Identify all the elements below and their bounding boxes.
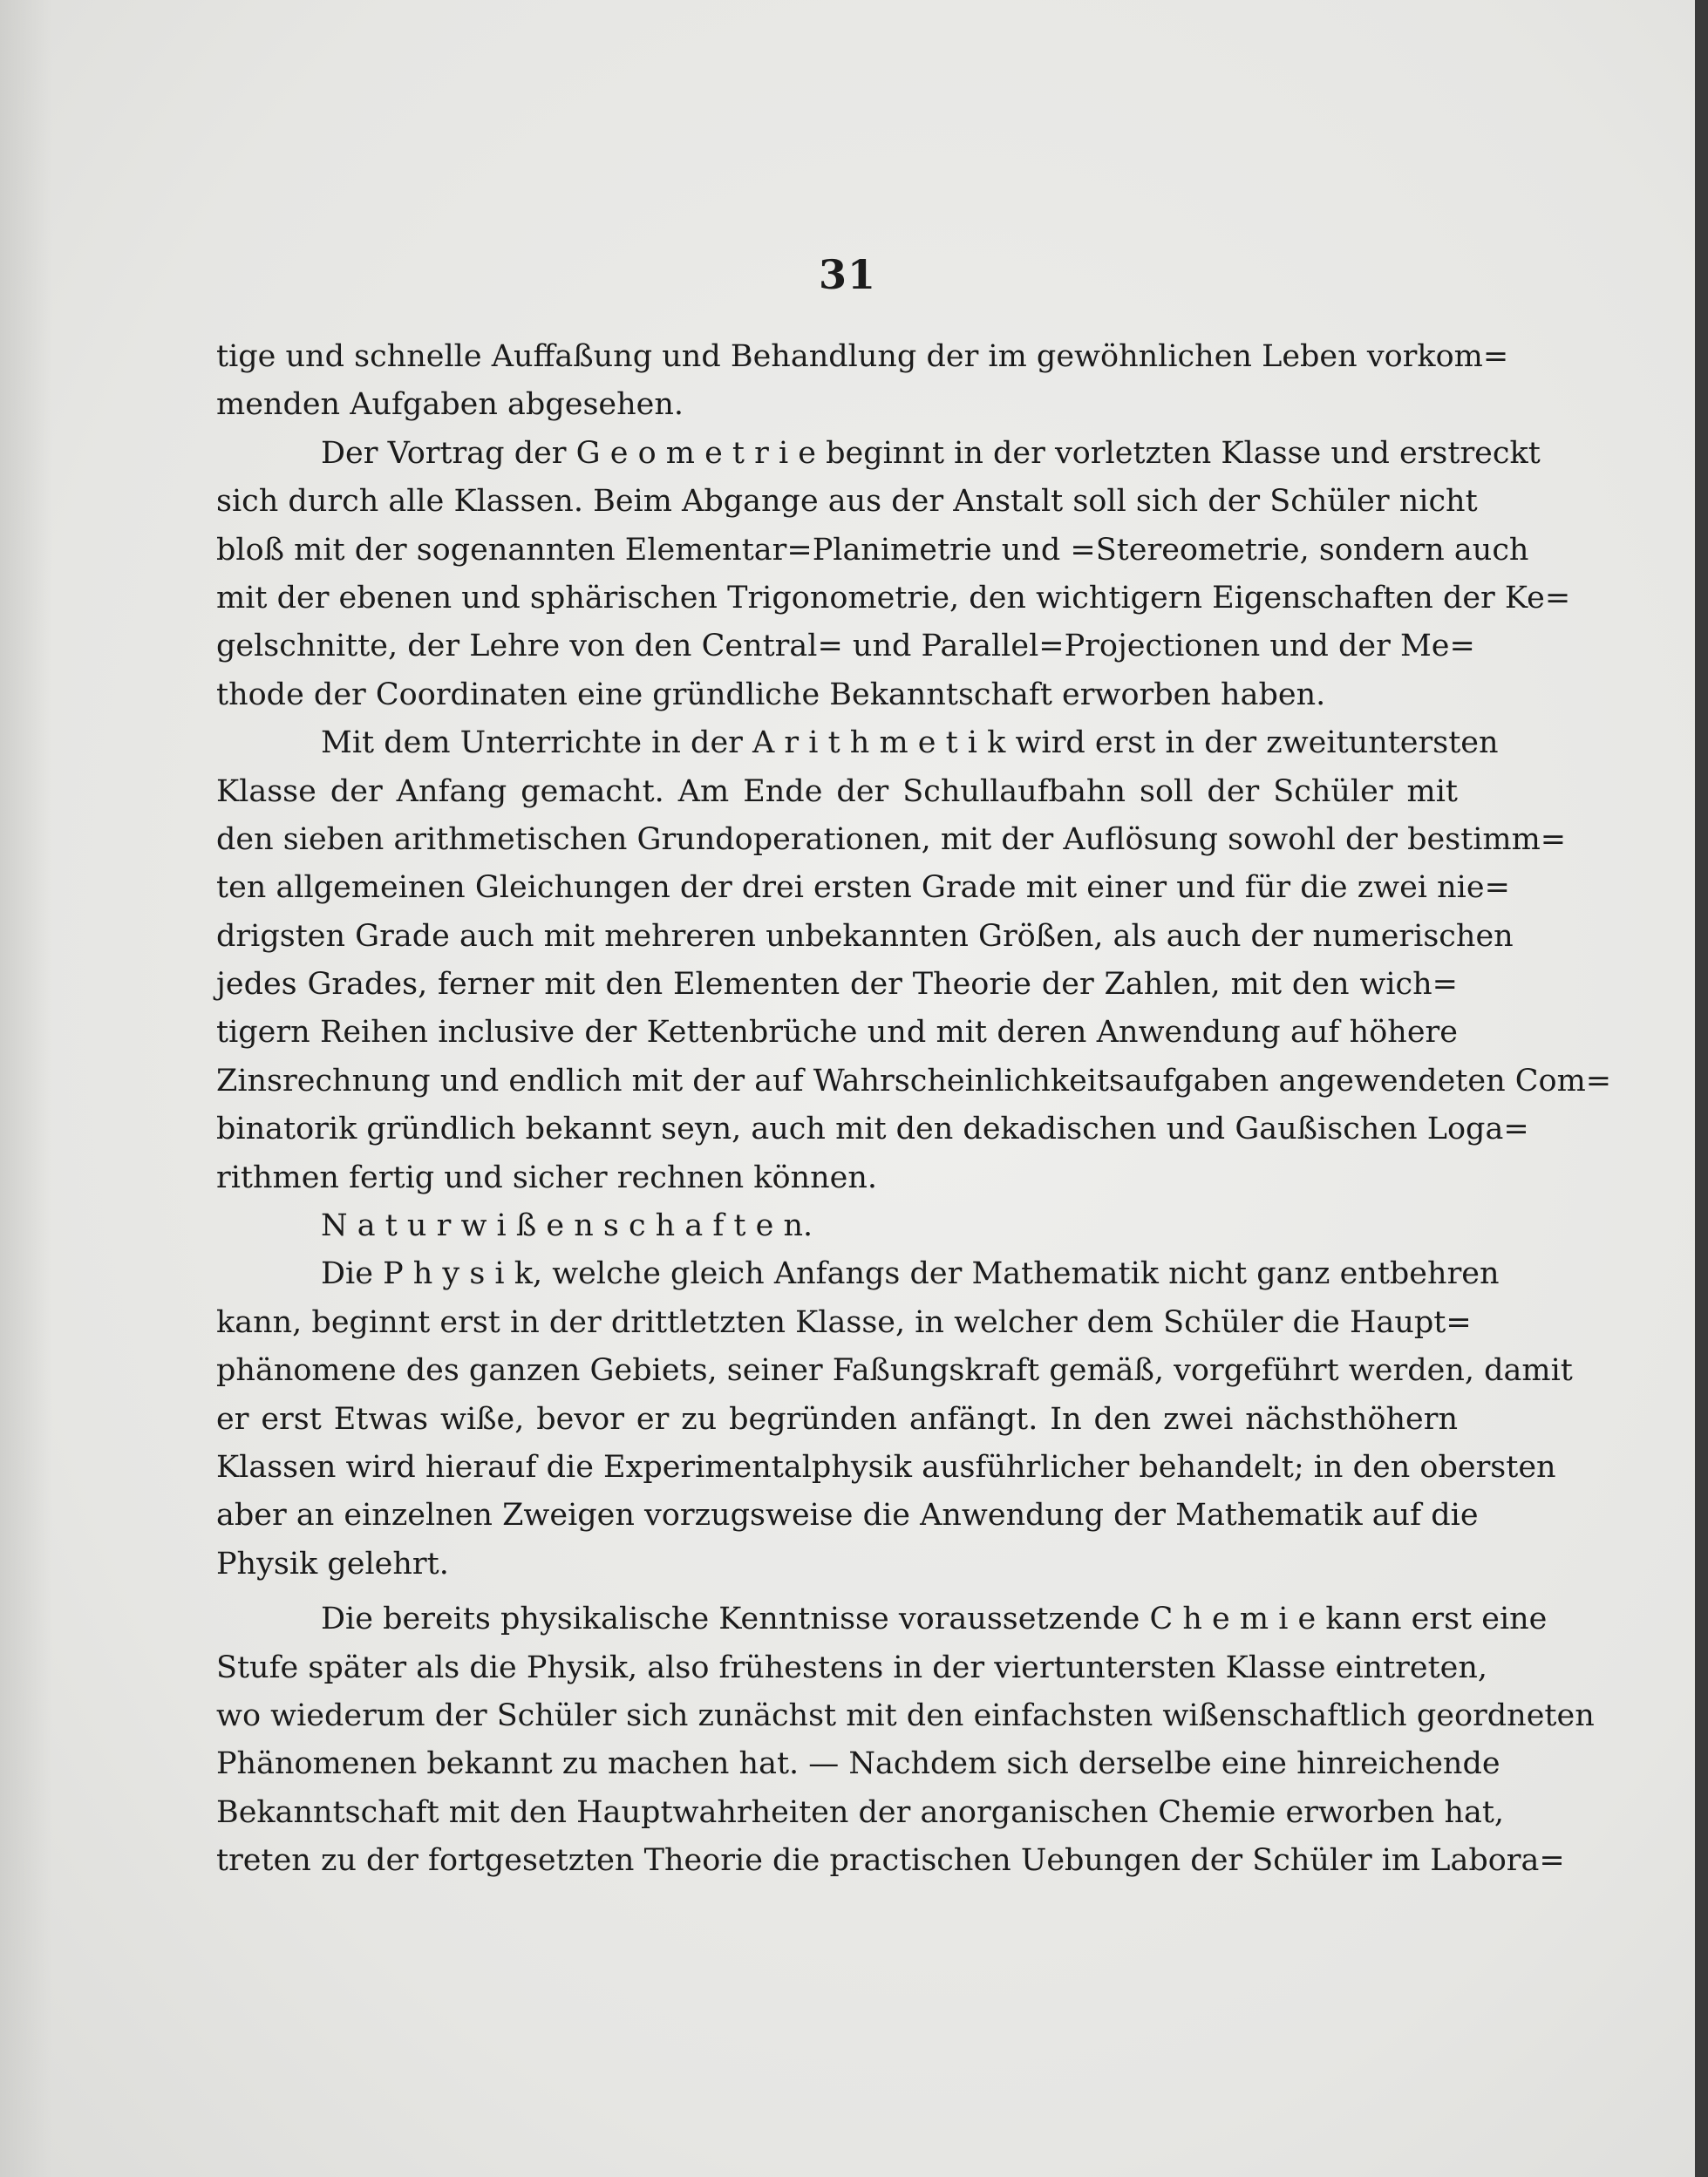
text-line: drigsten Grade auch mit mehreren unbekannten Größen, als auch der numerischen [216, 918, 1514, 954]
text-line: Klasse der Anfang gemacht. Am Ende der Schullaufbahn soll der Schüler mit [216, 773, 1458, 809]
text-line: binatorik gründlich bekannt seyn, auch mit den dekadischen und Gaußischen Loga= [216, 1112, 1529, 1147]
text-line: Bekanntschaft mit den Hauptwahrheiten der anorganischen Chemie erworben hat, [216, 1794, 1505, 1830]
text-line: tige und schnelle Auffaßung und Behandlung der im gewöhnlichen Leben vorkom= [216, 339, 1509, 374]
binding-shadow [0, 0, 52, 2177]
text-line: phänomene des ganzen Gebiets, seiner Faßungskraft gemäß, vorgeführt werden, damit [216, 1353, 1573, 1389]
text-line: rithmen fertig und sicher rechnen können. [216, 1160, 878, 1195]
text-line: Stufe später als die Physik, also frühestens in der viertuntersten Klasse eintreten, [216, 1650, 1488, 1685]
paragraph-chemie-start: Die bereits physikalische Kenntnisse voraussetzende C h e m i e kann erst eine [321, 1602, 1548, 1637]
page-number: 31 [818, 251, 876, 298]
text-line: den sieben arithmetischen Grundoperationen, mit der Auflösung sowohl der bestimm= [216, 821, 1567, 857]
text-line: gelschnitte, der Lehre von den Central= und Parallel=Projectionen und der Me= [216, 629, 1475, 664]
text-line: aber an einzelnen Zweigen vorzugsweise die Anwendung der Mathematik auf die [216, 1498, 1479, 1534]
text-line: mit der ebenen und sphärischen Trigonometrie, den wichtigern Eigenschaften der Ke= [216, 580, 1571, 616]
section-heading-naturwissenschaften: N a t u r w i ß e n s c h a f t e n. [321, 1208, 813, 1244]
body-text [216, 333, 1612, 1886]
text-line: treten zu der fortgesetzten Theorie die practischen Uebungen der Schüler im Labora= [216, 1843, 1565, 1879]
text-line: Zinsrechnung und endlich mit der auf Wahrscheinlichkeitsaufgaben angewendeten Com= [216, 1063, 1612, 1099]
paragraph-physik-start: Die P h y s i k, welche gleich Anfangs der Mathematik nicht ganz entbehren [321, 1256, 1500, 1292]
text-line: jedes Grades, ferner mit den Elementen der Theorie der Zahlen, mit den wich= [216, 967, 1458, 1003]
text-line: Phänomenen bekannt zu machen hat. — Nachdem sich derselbe eine hinreichende [216, 1746, 1500, 1782]
text-line: Klassen wird hierauf die Experimentalphysik ausführlicher behandelt; in den obersten [216, 1449, 1556, 1485]
text-line: menden Aufgaben abgesehen. [216, 387, 684, 423]
text-line: tigern Reihen inclusive der Kettenbrüche und mit deren Anwendung auf höhere [216, 1015, 1458, 1051]
text-line: bloß mit der sogenannten Elementar=Planimetrie und =Stereometrie, sondern auch [216, 532, 1529, 568]
paragraph-geometrie-start: Der Vortrag der G e o m e t r i e beginnt in der vorletzten Klasse und erstreckt [321, 435, 1541, 471]
text-line: kann, beginnt erst in der drittletzten Klasse, in welcher dem Schüler die Haupt= [216, 1304, 1472, 1340]
page-edge [1695, 0, 1708, 2177]
text-line: Physik gelehrt. [216, 1546, 449, 1582]
text-line: wo wiederum der Schüler sich zunächst mit den einfachsten wißenschaftlich geordneten [216, 1697, 1595, 1733]
text-line: sich durch alle Klassen. Beim Abgange aus der Anstalt soll sich der Schüler nicht [216, 484, 1478, 520]
text-line: ten allgemeinen Gleichungen der drei ersten Grade mit einer und für die zwei nie= [216, 870, 1510, 906]
text-line: er erst Etwas wiße, bevor er zu begründen anfängt. In den zwei nächsthöhern [216, 1401, 1458, 1437]
text-line: thode der Coordinaten eine gründliche Bekanntschaft erworben haben. [216, 677, 1326, 712]
paragraph-arithmetik-start: Mit dem Unterrichte in der A r i t h m e t i k wird erst in der zweituntersten [321, 725, 1499, 761]
